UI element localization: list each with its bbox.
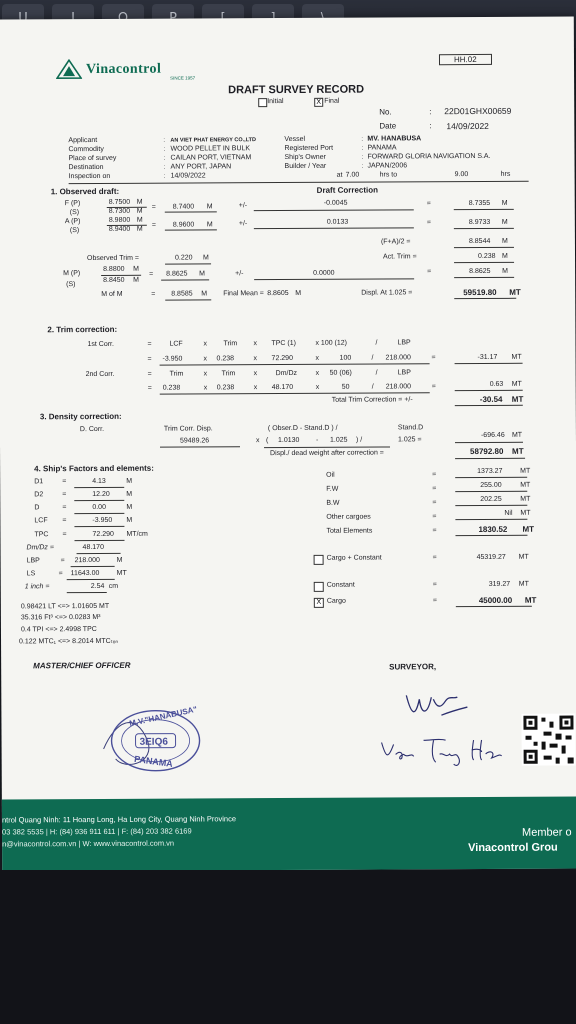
factor-value: 72.290	[92, 530, 114, 539]
fp-label: F (P)	[64, 200, 81, 208]
owner-value: FORWARD GLORIA NAVIGATION S.A.	[367, 152, 491, 161]
mofm-value: 8.8585	[171, 290, 193, 298]
conversion-1: 0.98421 LT <=> 1.01605 MT	[20, 602, 110, 611]
ls-label: LS	[26, 570, 36, 578]
other-cargoes-label: Other cargoes	[326, 513, 371, 521]
as-value: 8.9400	[108, 225, 131, 233]
initial-checkbox	[258, 98, 267, 107]
act-trim-value: 0.238	[478, 252, 496, 261]
record-number: 22D01GHX00659	[444, 105, 512, 117]
constant-label: Constant	[326, 581, 355, 589]
factor-equals: =	[62, 517, 67, 525]
fs-value: 8.7300	[108, 207, 131, 215]
after-correction-label: Displ./ dead weight after correction =	[270, 449, 384, 458]
ap-label: A (P)	[64, 218, 81, 226]
factor-label: D1	[34, 478, 44, 486]
place-label: Place of survey	[68, 154, 117, 163]
oil-label: Oil	[326, 471, 335, 479]
footer-address: ntrol Quang Ninh: 11 Hoang Long, Ha Long City, Quang Ninh Province	[1, 814, 237, 825]
stamp-country-text: PANAMA	[133, 753, 174, 769]
total-elements-label: Total Elements	[326, 527, 373, 535]
factor-equals: =	[62, 504, 67, 512]
m-result: 8.8625	[469, 267, 491, 276]
observed-trim-label: Observed Trim =	[87, 254, 139, 263]
trim-row-4: 0.238 x 0.238 x 48.170 x 50 / 218.000 =	[162, 383, 436, 392]
company-since: SINCE 1957	[170, 75, 196, 81]
inch-value: 2.54	[90, 582, 105, 591]
factor-underline	[74, 526, 124, 527]
factor-value: -3.950	[92, 516, 113, 525]
trim-row-3: Trim x Trim x Dm/Dz x 50 (06) / LBP	[169, 369, 411, 378]
density-heading: 3. Density correction:	[39, 411, 122, 422]
density-correction-value: -696.46	[480, 431, 505, 439]
fp-value: 8.7500	[108, 198, 131, 206]
final-mean-value: 8.8605	[267, 289, 289, 298]
cargo-label: Cargo	[326, 597, 346, 605]
applicant-value: AN VIET PHAT ENERGY CO.,LTD	[170, 137, 256, 144]
company-logo	[56, 59, 82, 84]
inspection-value: 14/09/2022	[170, 172, 206, 180]
a-result: 8.9733	[468, 218, 491, 227]
fw-label: F.W	[326, 485, 339, 493]
observed-density: 1.0130	[277, 436, 300, 445]
ms-value: 8.8450	[103, 276, 125, 284]
observed-trim-value: 0.220	[175, 254, 193, 262]
observed-heading: 1. Observed draft:	[50, 186, 120, 197]
second-correction-value: 0.63	[489, 380, 504, 388]
factor-underline	[75, 540, 125, 541]
stand-d-label: Stand.D	[397, 424, 424, 432]
port-label: Registered Port	[284, 144, 334, 153]
final-checkbox: X	[314, 98, 323, 107]
second-correction-label: 2nd Corr.	[85, 370, 115, 379]
cargo-value: 45000.00	[478, 595, 513, 606]
factors-heading: 4. Ship's Factors and elements:	[34, 463, 154, 474]
factor-label: D2	[34, 491, 44, 499]
m-correction: 0.0000	[313, 269, 335, 277]
displacement-value: 59519.80	[463, 287, 497, 298]
a-mean: 8.9600	[172, 221, 195, 229]
a-correction: 0.0133	[326, 218, 349, 226]
other-cargoes-value: Nil	[504, 509, 513, 517]
displacement-label: Displ. At 1.025 =	[361, 289, 413, 297]
trim-row-1: LCF x Trim x TPC (1) x 100 (12) / LBP	[169, 339, 411, 348]
time-end: 9.00	[454, 171, 469, 179]
no-label: No.	[379, 107, 392, 117]
fs-label: (S)	[69, 209, 80, 217]
record-date: 14/09/2022	[446, 120, 489, 132]
cargo-constant-value: 45319.27	[476, 553, 506, 562]
after-correction-value: 58792.80	[470, 446, 504, 457]
stamp-code-text: 3EIQ6	[139, 736, 168, 748]
bw-label: B.W	[326, 499, 340, 507]
ls-value: 11643.00	[70, 569, 100, 578]
first-correction-value: -31.17	[477, 353, 498, 362]
destination-label: Destination	[68, 163, 104, 172]
lbp-value: 218.000	[74, 556, 100, 565]
footer-group: Vinacontrol Grou	[468, 841, 558, 855]
master-label: MASTER/CHIEF OFFICER	[33, 660, 131, 671]
final-label: Final	[324, 97, 340, 105]
applicant-label: Applicant	[68, 136, 98, 145]
cargo-constant-label: Cargo + Constant	[326, 554, 382, 562]
trim-corr-disp-label: Trim Corr. Disp.	[163, 425, 213, 433]
trim-corr-disp-value: 59489.26	[179, 437, 210, 445]
document-footer	[2, 796, 576, 871]
footer-member: Member o	[522, 826, 572, 839]
vessel-value: MV. HANABUSA	[367, 135, 422, 143]
constant-value: 319.27	[488, 580, 511, 588]
factor-label: LCF	[34, 517, 48, 525]
dmdz-value: 48.170	[82, 543, 104, 552]
f-correction: -0.0045	[323, 199, 348, 207]
first-correction-label: 1st Corr.	[87, 340, 114, 349]
dmdz-label: Dm/Dz =	[26, 544, 54, 552]
fw-value: 255.00	[480, 481, 502, 489]
as-label: (S)	[69, 227, 80, 235]
factor-unit: MT/cm	[126, 530, 148, 538]
time-start: 7.00	[345, 171, 360, 179]
standard-density: 1.025	[329, 436, 348, 444]
commodity-value: WOOD PELLET IN BULK	[170, 145, 251, 153]
f-mean: 8.7400	[172, 203, 195, 211]
builder-label: Builder / Year	[284, 162, 327, 171]
initial-label: Initial	[267, 98, 284, 106]
constant-checkbox	[314, 582, 324, 592]
factor-underline	[74, 487, 124, 488]
lbp-label: LBP	[26, 557, 40, 565]
factor-unit: M	[126, 516, 133, 524]
surveyor-signature-icon	[378, 732, 508, 773]
factor-label: D	[34, 504, 40, 512]
at-label: at	[336, 171, 343, 179]
hrs-to-label: hrs to	[379, 171, 398, 179]
factor-value: 12.20	[92, 490, 110, 499]
ap-value: 8.9800	[108, 216, 131, 224]
footer-phone: 03 382 5535 | H: (84) 936 911 611 | F: (84) 203 382 6169	[2, 826, 192, 837]
draft-correction-heading: Draft Correction	[316, 185, 379, 195]
destination-value: ANY PORT, JAPAN	[170, 163, 232, 171]
density-corr-label: D. Corr.	[79, 425, 105, 434]
act-trim-label: Act. Trim =	[383, 253, 417, 261]
place-value: CAILAN PORT, VIETNAM	[170, 154, 252, 162]
cargo-constant-checkbox	[314, 555, 324, 565]
builder-value: JAPAN/2006	[367, 162, 408, 170]
commodity-label: Commodity	[68, 145, 104, 154]
form-code: HH.02	[439, 54, 492, 65]
conversion-2: 35.316 Ft³ <=> 0.0283 M³	[20, 613, 101, 622]
total-trim-value: -30.54	[479, 394, 503, 404]
factor-unit: M	[126, 477, 133, 485]
desk-surface	[0, 870, 576, 1024]
oil-value: 1373.27	[477, 467, 503, 476]
factor-unit: M	[126, 490, 133, 498]
factor-equals: =	[62, 491, 67, 499]
inch-label: 1 inch =	[24, 583, 50, 591]
factor-equals: =	[62, 531, 67, 539]
bw-value: 202.25	[480, 495, 502, 503]
document-title: DRAFT SURVEY RECORD	[228, 83, 365, 97]
f-result: 8.7355	[468, 199, 491, 208]
mofm-label: M of M	[101, 290, 123, 298]
ship-stamp	[95, 700, 205, 781]
m-mean: 8.8625	[166, 270, 188, 278]
fa2-label: (F+A)/2 =	[380, 238, 411, 246]
total-trim-label: Total Trim Correction = +/-	[331, 396, 413, 404]
conversion-3: 0.4 TPI <=> 2.4998 TPC	[20, 626, 97, 634]
survey-document: HH.02 Vinacontrol SINCE 1957 DRAFT SURVEY RECORD Initial X Final No. : 22D01GHX00659 Date : 14/09/2022 Applicant Commodity Place of survey Destination Inspection on : : : : : AN VIET PHAT ENERGY CO.,LTD WOOD PELLET IN BULK CAILAN PORT, VIETNAM ANY PORT, JAPAN 14/09/2022 Vessel Registered Port Ship's Owner Builder / Year at 7.00 : : : : MV. HANABUSA PANAMA FORWARD GLORIA NAVIGATION S.A. JAPAN/2006 hrs to 9.00 hrs 1. Observed draft: Draft Correction F (P) (S) A (P) (S) 8.7500 M 8.7300 M 8.9800 M 8.9400 M = = 8.7400 M 8.9600 M +/- +/- -0.0045 0.0133 = = 8.7355 M 8.9733 M (F+A)/2 = 8.8544 M Observed Trim = 0.220 M Act. Trim = 0.238 M M (P) (S) 8.8800 M 8.8450 M = 8.8625 M +/- 0.0000 = 8.8625 M M of M = 8.8585 M Final Mean = 8.8605 M Displ. At 1.025 = 59519.80 MT 2. Trim correction: 1st Corr. 2nd Corr. = = = = LCF x Trim x TPC (1) x 100 (12) / LBP -3.950 x 0.238 x 72.290 x 100 / 218.000 = -31.17 MT Trim x Trim x Dm/Dz x 50 (06) / LBP 0.238 x 0.238 x 48.170 x 50 / 218.000 = 0.63 MT Total Trim Correction = +/- -30.54 MT 3. Density correction: D. Corr. Trim Corr. Disp. 59489.26 x ( Obser.D - Stand.D ) / Stand.D ( 1.0130 - 1.025 ) / 1.025 = -696.46 MT Displ./ dead weight after correction = 58792.80 MT 4. Ship's Factors and elements: D1 = 4.13 M D2 = 12.20 M D = 0.00 M LCF = -3.950 M TPC = 72.290 MT/cm Dm/Dz = 48.170 LBP = 218.000 M LS = 11643.00 MT 1 inch = 2.54 cm 0.98421 LT <=> 1.01605 MT 35.316 Ft³ <=> 0.0283 M³ 0.4 TPI <=> 2.4998 TPC 0.122 MTC₁ <=> 8.2014 MTCₜₒₙ Oil F.W B.W Other cargoes Total Elements = = = = = 1373.27 255.00 202.25 Nil 1830.52 MT MT MT MT MT Cargo + Constant = 45319.27 MT Constant = 319.27 MT X Cargo = 45000.00 MT MASTER/CHIEF OFFICER SURVEYOR, M.V."HANABUSA" 3EIQ6 PANAMA ntrol Quang Ninh: 11 Hoang Long, Ha Long City, Quang Ninh Province 03 382 5535 | H: (84) 936 911 611 | F: (84) 203 382 6169 n@vinacontrol.com.vn | W: www.vinacontrol.com.vn Member o Vinacontrol Grou	[0, 16, 576, 871]
factor-value: 4.13	[92, 477, 106, 486]
hrs-label: hrs	[500, 170, 511, 178]
footer-web: n@vinacontrol.com.vn | W: www.vinacontrol.com.vn	[2, 838, 175, 849]
total-elements-value: 1830.52	[478, 524, 508, 535]
mp-label: M (P)	[63, 270, 81, 278]
surveyor-label: SURVEYOR,	[389, 662, 437, 672]
factor-value: 0.00	[92, 503, 106, 512]
factor-unit: M	[126, 503, 133, 511]
stamp-vessel-text: M.V."HANABUSA"	[128, 704, 198, 729]
fa2-value: 8.8544	[468, 237, 491, 246]
trim-heading: 2. Trim correction:	[47, 324, 118, 335]
ms-label: (S)	[66, 281, 76, 289]
vessel-label: Vessel	[284, 135, 306, 144]
factor-label: TPC	[34, 531, 49, 539]
mp-value: 8.8800	[103, 265, 125, 273]
port-value: PANAMA	[367, 144, 397, 152]
factor-underline	[74, 513, 124, 514]
date-label: Date	[379, 121, 397, 131]
factor-underline	[74, 500, 124, 501]
trim-row-2: -3.950 x 0.238 x 72.290 x 100 / 218.000 =	[162, 354, 436, 363]
conversion-4: 0.122 MTC₁ <=> 8.2014 MTCₜₒₙ	[19, 637, 119, 646]
cargo-checkbox: X	[314, 598, 324, 608]
qr-code-icon	[521, 713, 575, 765]
vinacontrol-emblem-icon	[56, 59, 82, 79]
inspection-label: Inspection on	[68, 172, 111, 181]
factor-equals: =	[62, 478, 67, 486]
obser-stand-label: ( Obser.D - Stand.D ) /	[267, 424, 338, 433]
final-mean-label: Final Mean =	[223, 290, 264, 298]
owner-label: Ship's Owner	[284, 153, 326, 162]
company-name: Vinacontrol	[85, 61, 162, 78]
surveyor-initials-icon	[401, 685, 471, 725]
